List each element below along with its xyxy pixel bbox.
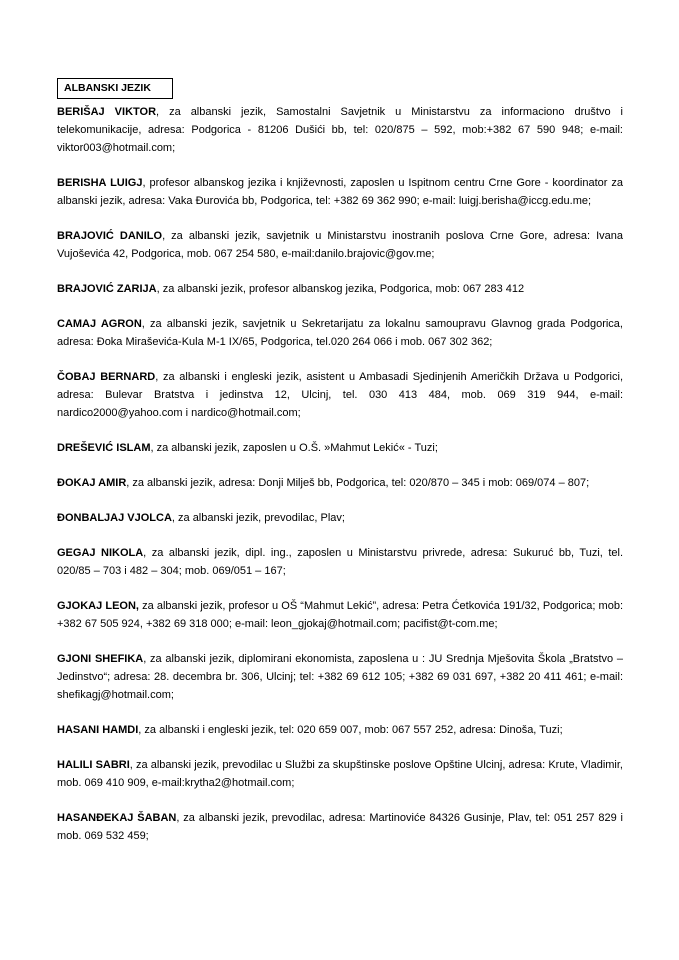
entry-details: , za albanski jezik, prevodilac, Plav; [171, 512, 345, 524]
section-title: ALBANSKI JEZIK [57, 78, 173, 99]
list-item [57, 315, 623, 351]
list-item [57, 544, 623, 580]
entry-name: GEGAJ NIKOLA [57, 547, 144, 559]
entry-list [57, 103, 623, 862]
list-item [57, 721, 623, 739]
list-item [57, 474, 623, 492]
entry-details: , za albanski jezik, prevodilac, adresa: Martinoviće 84326 Gusinje, Plav, tel: 051 257 829 i mob. 069 532 459; [57, 812, 624, 842]
entry-name: BRAJOVIĆ DANILO [57, 230, 163, 242]
entry-name: HASANĐEKAJ ŠABAN [57, 812, 177, 824]
entry-details: , za albanski jezik, prevodilac u Službi za skupštinske poslove Opštine Ulcinj, adresa: Krute, Vladimir, mob. 069 410 909, e-mail:krytha2@hotmail.com; [57, 759, 623, 789]
entry-name: BERIŠAJ VIKTOR [57, 106, 157, 118]
entry-name: DREŠEVIĆ ISLAM [57, 442, 151, 454]
list-item [57, 650, 623, 704]
list-item [57, 368, 623, 422]
list-item [57, 280, 623, 298]
entry-name: ČOBAJ BERNARD [57, 371, 156, 383]
list-item [57, 174, 623, 210]
entry-details: , za albanski jezik, savjetnik u Ministarstvu inostranih poslova Crne Gore, adresa: Ivana Vujoševića 42, Podgorica, mob. 067 254 580, e-mail:danilo.brajovic@gov.me; [57, 230, 623, 260]
list-item [57, 103, 623, 157]
entry-name: GJONI SHEFIKA [57, 653, 144, 665]
entry-name: CAMAJ AGRON [57, 318, 142, 330]
list-item [57, 439, 623, 457]
entry-details: , za albanski jezik, Samostalni Savjetnik u Ministarstvu za informaciono društvo i telekomunikacije, adresa: Podgorica - 81206 Dušići bb, tel: 020/875 – 592, mob:+382 67 590 948; e-mail: viktor003@hotmail.com; [57, 106, 623, 154]
list-item [57, 597, 623, 633]
entry-details: , za albanski jezik, savjetnik u Sekretarijatu za lokalnu samoupravu Glavnog grada Podgorica, adresa: Đoka Miraševića-Kula M-1 IX/65, Podgorica, tel.020 264 066 i mob. 067 302 362; [57, 318, 623, 348]
list-item [57, 509, 623, 527]
entry-name: ĐOKAJ AMIR [57, 477, 127, 489]
entry-name: BRAJOVIĆ ZARIJA [57, 283, 157, 295]
list-item [57, 756, 623, 792]
entry-details: , profesor albanskog jezika i književnosti, zaposlen u Ispitnom centru Crne Gore - koordinator za albanski jezik, adresa: Vaka Đurovića bb, Podgorica, tel: +382 69 362 990; e-mail: luigj.berisha@iccg.edu.me; [57, 177, 624, 207]
list-item [57, 809, 623, 845]
entry-details: za albanski jezik, profesor u OŠ “Mahmut Lekić”, adresa: Petra Ćetkovića 191/32, Podgorica; mob: +382 67 505 924, +382 69 318 000; e-mail: leon_gjokaj@hotmail.com; pacifist@t-com.me; [57, 600, 623, 630]
entry-name: ĐONBALJAJ VJOLCA [57, 512, 172, 524]
entry-details: , za albanski jezik, dipl. ing., zaposlen u Ministarstvu privrede, adresa: Sukuruć bb, Tuzi, tel. 020/85 – 703 i 482 – 304; mob. 069/051 – 167; [57, 547, 623, 577]
entry-name: HASANI HAMDI [57, 724, 139, 736]
entry-details: , za albanski i engleski jezik, tel: 020 659 007, mob: 067 557 252, adresa: Dinoša, Tuzi; [138, 724, 563, 736]
entry-details: , za albanski jezik, adresa: Donji Milješ bb, Podgorica, tel: 020/870 – 345 i mob: 069/074 – 807; [126, 477, 590, 489]
list-item [57, 227, 623, 263]
entry-name: GJOKAJ LEON, [57, 600, 139, 612]
entry-details: , za albanski i engleski jezik, asistent u Ambasadi Sjedinjenih Američkih Država u Podgorici, adresa: Bulevar Bratstva i jedinstva 12, Ulcinj, tel. 030 413 484, mob. 069 319 944, e-mail: nardico2000@yahoo.com i nardico@hotmail.com; [57, 371, 623, 419]
entry-name: HALILI SABRI [57, 759, 130, 771]
entry-details: , za albanski jezik, zaposlen u O.Š. »Mahmut Lekić« - Tuzi; [150, 442, 438, 454]
entry-details: , za albanski jezik, profesor albanskog jezika, Podgorica, mob: 067 283 412 [156, 283, 525, 295]
entry-details: , za albanski jezik, diplomirani ekonomista, zaposlena u : JU Srednja Mješovita Škola „Bratstvo – Jedinstvo“; adresa: 28. decembra br. 306, Ulcinj; tel: +382 69 612 105; +382 69 031 697, +382 20 411 461; e-mail: shefikagj@hotmail.com; [57, 653, 623, 701]
entry-name: BERISHA LUIGJ [57, 177, 143, 189]
